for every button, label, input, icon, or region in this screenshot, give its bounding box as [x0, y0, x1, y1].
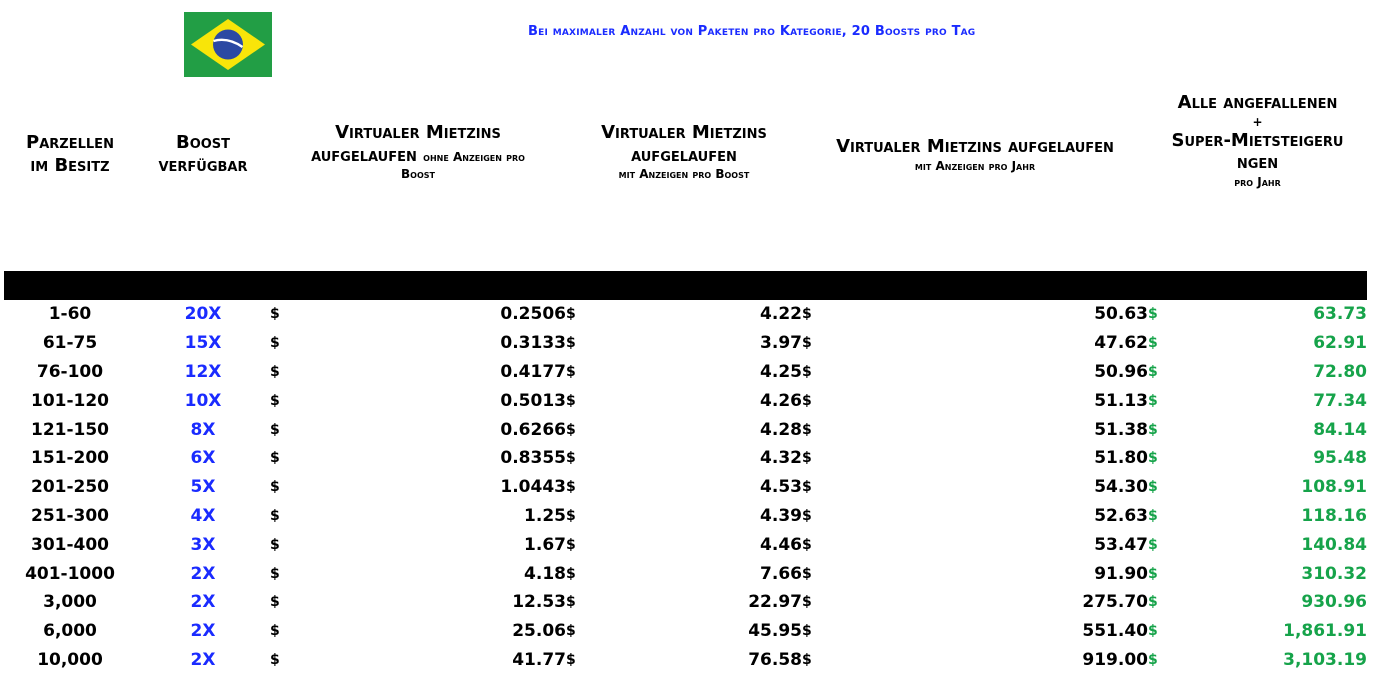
boost-cell: 8X [190, 419, 216, 440]
alle-angefallenen-cell: 63.73 [1313, 304, 1367, 325]
currency-cell: $ [566, 536, 576, 553]
mit-anzeigen-boost-cell: 4.53 [760, 477, 802, 498]
table-row [4, 300, 1367, 329]
mit-anzeigen-jahr-cell: 51.80 [1094, 448, 1148, 469]
currency-cell: $ [270, 335, 280, 352]
alle-angefallenen-cell: 3,103.19 [1283, 649, 1367, 670]
table-row [4, 588, 1367, 617]
currency-cell: $ [270, 306, 280, 323]
mit-anzeigen-jahr-cell: 51.38 [1094, 419, 1148, 440]
currency-cell: $ [802, 335, 812, 352]
boost-cell: 2X [190, 649, 216, 670]
currency-cell: $ [1148, 651, 1158, 668]
currency-cell: $ [270, 594, 280, 611]
rent-table [4, 300, 1367, 674]
boost-cell: 12X [184, 361, 222, 382]
currency-cell: $ [270, 479, 280, 496]
currency-cell: $ [802, 479, 812, 496]
currency-cell: $ [802, 507, 812, 524]
currency-cell: $ [802, 421, 812, 438]
currency-cell: $ [270, 450, 280, 467]
boost-cell: 2X [190, 592, 216, 613]
alle-angefallenen-cell: 1,861.91 [1283, 621, 1367, 642]
table-row [4, 530, 1367, 559]
currency-cell: $ [270, 536, 280, 553]
currency-cell: $ [802, 623, 812, 640]
mit-anzeigen-boost-cell: 4.32 [760, 448, 802, 469]
currency-cell: $ [1148, 623, 1158, 640]
currency-cell: $ [270, 392, 280, 409]
mit-anzeigen-boost-cell: 4.25 [760, 361, 802, 382]
header-mietzins-mit-anzeigen-jahr: Virtualer Mietzins aufgelaufen mit Anzeigen pro Jahr [836, 136, 1114, 173]
alle-angefallenen-cell: 72.80 [1313, 361, 1367, 382]
currency-cell: $ [566, 507, 576, 524]
boost-cell: 10X [184, 390, 222, 411]
table-row [4, 473, 1367, 502]
currency-cell: $ [270, 421, 280, 438]
currency-cell: $ [566, 623, 576, 640]
ohne-anzeigen-cell: 0.8355 [500, 448, 566, 469]
table-row [4, 358, 1367, 387]
mit-anzeigen-jahr-cell: 54.30 [1094, 477, 1148, 498]
currency-cell: $ [1148, 335, 1158, 352]
ohne-anzeigen-cell: 4.18 [524, 563, 566, 584]
currency-cell: $ [802, 392, 812, 409]
boost-cell: 6X [190, 448, 216, 469]
currency-cell: $ [1148, 536, 1158, 553]
mit-anzeigen-jahr-cell: 91.90 [1094, 563, 1148, 584]
table-row [4, 415, 1367, 444]
header-parzellen: Parzellen im Besitz [26, 132, 114, 176]
boost-cell: 2X [190, 563, 216, 584]
mit-anzeigen-boost-cell: 4.39 [760, 505, 802, 526]
currency-cell: $ [270, 565, 280, 582]
currency-cell: $ [1148, 421, 1158, 438]
alle-angefallenen-cell: 84.14 [1313, 419, 1367, 440]
currency-cell: $ [566, 594, 576, 611]
boost-cell: 2X [190, 621, 216, 642]
header-mietzins-ohne-anzeigen: Virtualer Mietzins aufgelaufen ohne Anzeigen pro Boost [311, 122, 525, 181]
ohne-anzeigen-cell: 1.25 [524, 505, 566, 526]
currency-cell: $ [270, 507, 280, 524]
currency-cell: $ [802, 306, 812, 323]
parzellen-cell: 401-1000 [25, 563, 115, 584]
mit-anzeigen-jahr-cell: 551.40 [1082, 621, 1148, 642]
parzellen-cell: 6,000 [43, 621, 97, 642]
parzellen-cell: 101-120 [30, 390, 110, 411]
mit-anzeigen-boost-cell: 4.22 [760, 304, 802, 325]
currency-cell: $ [566, 479, 576, 496]
table-row [4, 329, 1367, 358]
ohne-anzeigen-cell: 0.5013 [500, 390, 566, 411]
currency-cell: $ [566, 306, 576, 323]
currency-cell: $ [566, 335, 576, 352]
mit-anzeigen-jahr-cell: 53.47 [1094, 534, 1148, 555]
mit-anzeigen-boost-cell: 4.26 [760, 390, 802, 411]
mit-anzeigen-jahr-cell: 51.13 [1094, 390, 1148, 411]
ohne-anzeigen-cell: 1.0443 [500, 477, 566, 498]
mit-anzeigen-boost-cell: 4.28 [760, 419, 802, 440]
table-row [4, 646, 1367, 675]
currency-cell: $ [270, 623, 280, 640]
mit-anzeigen-jahr-cell: 275.70 [1082, 592, 1148, 613]
mit-anzeigen-jahr-cell: 52.63 [1094, 505, 1148, 526]
mit-anzeigen-boost-cell: 22.97 [748, 592, 802, 613]
boost-cell: 20X [184, 304, 222, 325]
boost-cell: 4X [190, 505, 216, 526]
header-alle-angefallenen: Alle angefallenen + Super-Mietsteigeru ngen pro Jahr [1171, 92, 1344, 189]
table-row [4, 502, 1367, 531]
currency-cell: $ [1148, 507, 1158, 524]
mit-anzeigen-boost-cell: 45.95 [748, 621, 802, 642]
boost-cell: 15X [184, 333, 222, 354]
alle-angefallenen-cell: 310.32 [1301, 563, 1367, 584]
alle-angefallenen-cell: 62.91 [1313, 333, 1367, 354]
ohne-anzeigen-cell: 0.2506 [500, 304, 566, 325]
table-row [4, 444, 1367, 473]
currency-cell: $ [270, 651, 280, 668]
header-boost: Boost verfügbar [158, 132, 248, 176]
ohne-anzeigen-cell: 41.77 [512, 649, 566, 670]
alle-angefallenen-cell: 118.16 [1301, 505, 1367, 526]
currency-cell: $ [566, 363, 576, 380]
alle-angefallenen-cell: 95.48 [1313, 448, 1367, 469]
currency-cell: $ [802, 594, 812, 611]
mit-anzeigen-boost-cell: 3.97 [760, 333, 802, 354]
alle-angefallenen-cell: 77.34 [1313, 390, 1367, 411]
currency-cell: $ [1148, 306, 1158, 323]
alle-angefallenen-cell: 930.96 [1301, 592, 1367, 613]
boost-cell: 3X [190, 534, 216, 555]
mit-anzeigen-jahr-cell: 50.96 [1094, 361, 1148, 382]
header-mietzins-mit-anzeigen-boost: Virtualer Mietzins aufgelaufen mit Anzeigen pro Boost [601, 122, 767, 181]
currency-cell: $ [566, 565, 576, 582]
parzellen-cell: 301-400 [30, 534, 110, 555]
currency-cell: $ [1148, 565, 1158, 582]
alle-angefallenen-cell: 108.91 [1301, 477, 1367, 498]
currency-cell: $ [802, 536, 812, 553]
currency-cell: $ [1148, 594, 1158, 611]
currency-cell: $ [802, 651, 812, 668]
mit-anzeigen-boost-cell: 4.46 [760, 534, 802, 555]
ohne-anzeigen-cell: 0.6266 [500, 419, 566, 440]
table-row [4, 559, 1367, 588]
currency-cell: $ [1148, 392, 1158, 409]
parzellen-cell: 61-75 [42, 333, 98, 354]
parzellen-cell: 251-300 [30, 505, 110, 526]
mit-anzeigen-jahr-cell: 50.63 [1094, 304, 1148, 325]
mit-anzeigen-boost-cell: 76.58 [748, 649, 802, 670]
mit-anzeigen-boost-cell: 7.66 [760, 563, 802, 584]
parzellen-cell: 151-200 [30, 448, 110, 469]
currency-cell: $ [270, 363, 280, 380]
currency-cell: $ [566, 421, 576, 438]
currency-cell: $ [566, 392, 576, 409]
parzellen-cell: 76-100 [36, 361, 104, 382]
mit-anzeigen-jahr-cell: 47.62 [1094, 333, 1148, 354]
ohne-anzeigen-cell: 12.53 [512, 592, 566, 613]
table-row [4, 617, 1367, 646]
currency-cell: $ [1148, 479, 1158, 496]
currency-cell: $ [802, 450, 812, 467]
table-subtitle: Bei maximaler Anzahl von Paketen pro Kategorie, 20 Boosts pro Tag [528, 24, 976, 39]
ohne-anzeigen-cell: 25.06 [512, 621, 566, 642]
ohne-anzeigen-cell: 1.67 [524, 534, 566, 555]
table-row [4, 386, 1367, 415]
parzellen-cell: 10,000 [37, 649, 103, 670]
parzellen-cell: 121-150 [30, 419, 110, 440]
parzellen-cell: 201-250 [30, 477, 110, 498]
parzellen-cell: 1-60 [48, 304, 92, 325]
brazil-flag-icon [184, 12, 272, 77]
currency-cell: $ [566, 651, 576, 668]
currency-cell: $ [566, 450, 576, 467]
parzellen-cell: 3,000 [43, 592, 97, 613]
currency-cell: $ [1148, 450, 1158, 467]
ohne-anzeigen-cell: 0.3133 [500, 333, 566, 354]
currency-cell: $ [802, 363, 812, 380]
ohne-anzeigen-cell: 0.4177 [500, 361, 566, 382]
alle-angefallenen-cell: 140.84 [1301, 534, 1367, 555]
currency-cell: $ [802, 565, 812, 582]
mit-anzeigen-jahr-cell: 919.00 [1082, 649, 1148, 670]
header-separator-band [4, 271, 1367, 300]
currency-cell: $ [1148, 363, 1158, 380]
boost-cell: 5X [190, 477, 216, 498]
